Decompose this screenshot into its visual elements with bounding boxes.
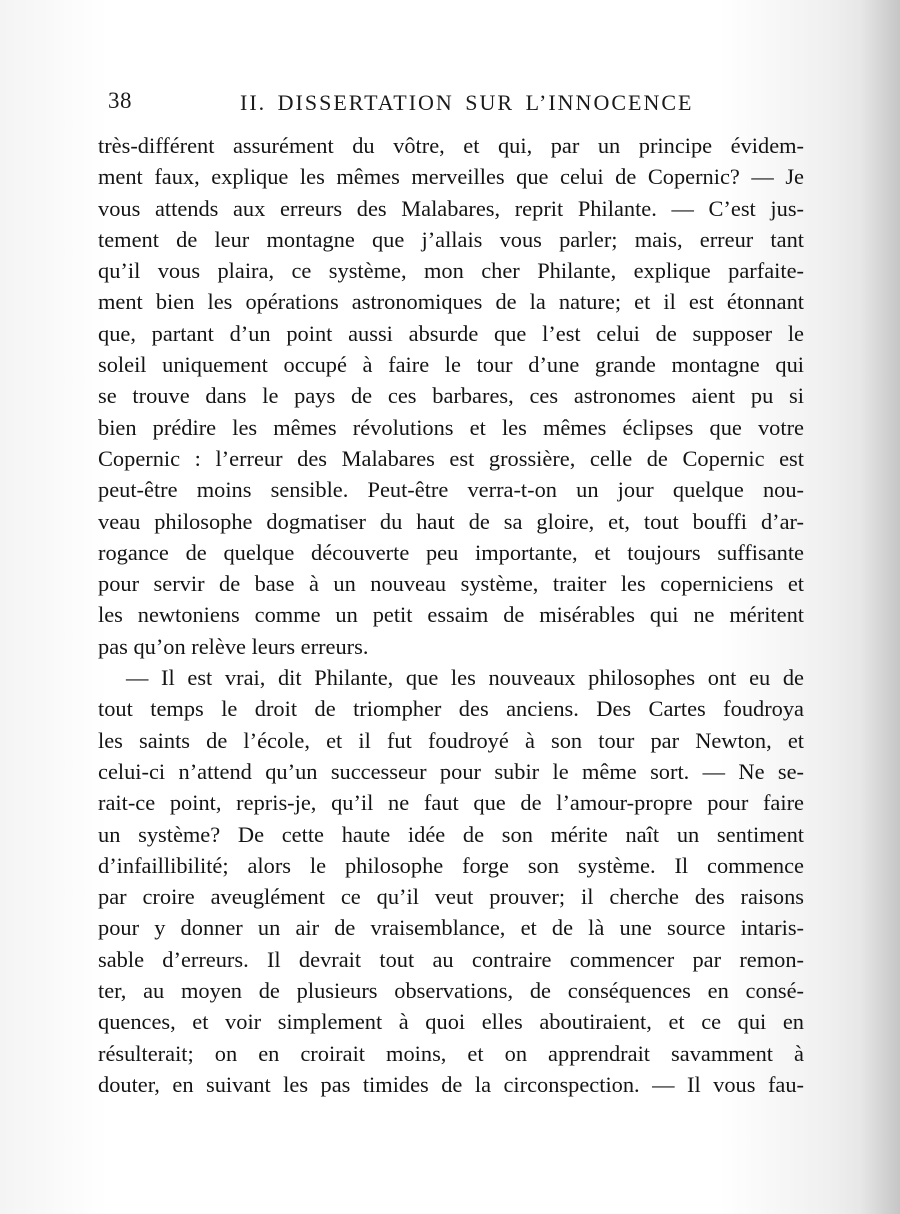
text-line: douter, en suivant les pas timides de la circonspection. — Il vous fau- <box>98 1071 804 1097</box>
page-edge-shadow <box>860 0 900 1214</box>
text-line: ment faux, explique les mêmes merveilles que celui de Copernic? — Je <box>98 164 804 190</box>
text-line: un système? De cette haute idée de son mérite naît un sentiment <box>98 821 804 847</box>
text-line: par croire aveuglément ce qu’il veut prouver; il cherche des raisons <box>98 884 804 910</box>
running-head: II. DISSERTATION SUR L’INNOCENCE <box>240 90 694 115</box>
text-line: sable d’erreurs. Il devrait tout au contraire commencer par remon- <box>98 946 804 972</box>
text-line: vous attends aux erreurs des Malabares, reprit Philante. — C’est jus- <box>98 195 804 221</box>
text-line: rogance de quelque découverte peu importante, et toujours suffisante <box>98 539 804 565</box>
text-line: les saints de l’école, et il fut foudroyé à son tour par Newton, et <box>98 727 804 753</box>
text-line: celui-ci n’attend qu’un successeur pour subir le même sort. — Ne se- <box>98 758 804 784</box>
body-text <box>98 130 804 1100</box>
text-line-paragraph-end: pas qu’on relève leurs erreurs. <box>98 633 369 659</box>
text-line: bien prédire les mêmes révolutions et les mêmes éclipses que votre <box>98 414 804 440</box>
page-header <box>108 88 808 122</box>
text-line: Copernic : l’erreur des Malabares est grossière, celle de Copernic est <box>98 445 804 471</box>
text-line: se trouve dans le pays de ces barbares, ces astronomes aient pu si <box>98 383 804 409</box>
text-line: très-différent assurément du vôtre, et qui, par un principe évidem- <box>98 133 804 158</box>
text-line-paragraph-start: — Il est vrai, dit Philante, que les nouveaux philosophes ont eu de <box>126 665 804 691</box>
text-line: soleil uniquement occupé à faire le tour d’une grande montagne qui <box>98 352 804 378</box>
text-line: pour servir de base à un nouveau système, traiter les coperniciens et <box>98 571 804 597</box>
page-number: 38 <box>108 88 132 113</box>
text-line: tout temps le droit de triompher des anciens. Des Cartes foudroya <box>98 696 804 722</box>
text-line: que, partant d’un point aussi absurde que l’est celui de supposer le <box>98 320 804 346</box>
text-line: veau philosophe dogmatiser du haut de sa gloire, et, tout bouffi d’ar- <box>98 508 804 534</box>
text-line: les newtoniens comme un petit essaim de misérables qui ne méritent <box>98 602 804 628</box>
text-line: ter, au moyen de plusieurs observations, de conséquences en consé- <box>98 978 804 1004</box>
text-line: qu’il vous plaira, ce système, mon cher Philante, explique parfaite- <box>98 258 804 284</box>
text-line: peut-être moins sensible. Peut-être verra-t-on un jour quelque nou- <box>98 477 804 503</box>
text-line: d’infaillibilité; alors le philosophe forge son système. Il commence <box>98 852 804 878</box>
text-line: rait-ce point, repris-je, qu’il ne faut que de l’amour-propre pour faire <box>98 790 804 816</box>
text-line: pour y donner un air de vraisemblance, et de là une source intaris- <box>98 915 804 941</box>
text-line: ment bien les opérations astronomiques de la nature; et il est étonnant <box>98 289 804 315</box>
text-line: résulterait; on en croirait moins, et on apprendrait savamment à <box>98 1040 804 1066</box>
text-line: quences, et voir simplement à quoi elles aboutiraient, et ce qui en <box>98 1009 804 1035</box>
text-line: tement de leur montagne que j’allais vous parler; mais, erreur tant <box>98 226 804 252</box>
